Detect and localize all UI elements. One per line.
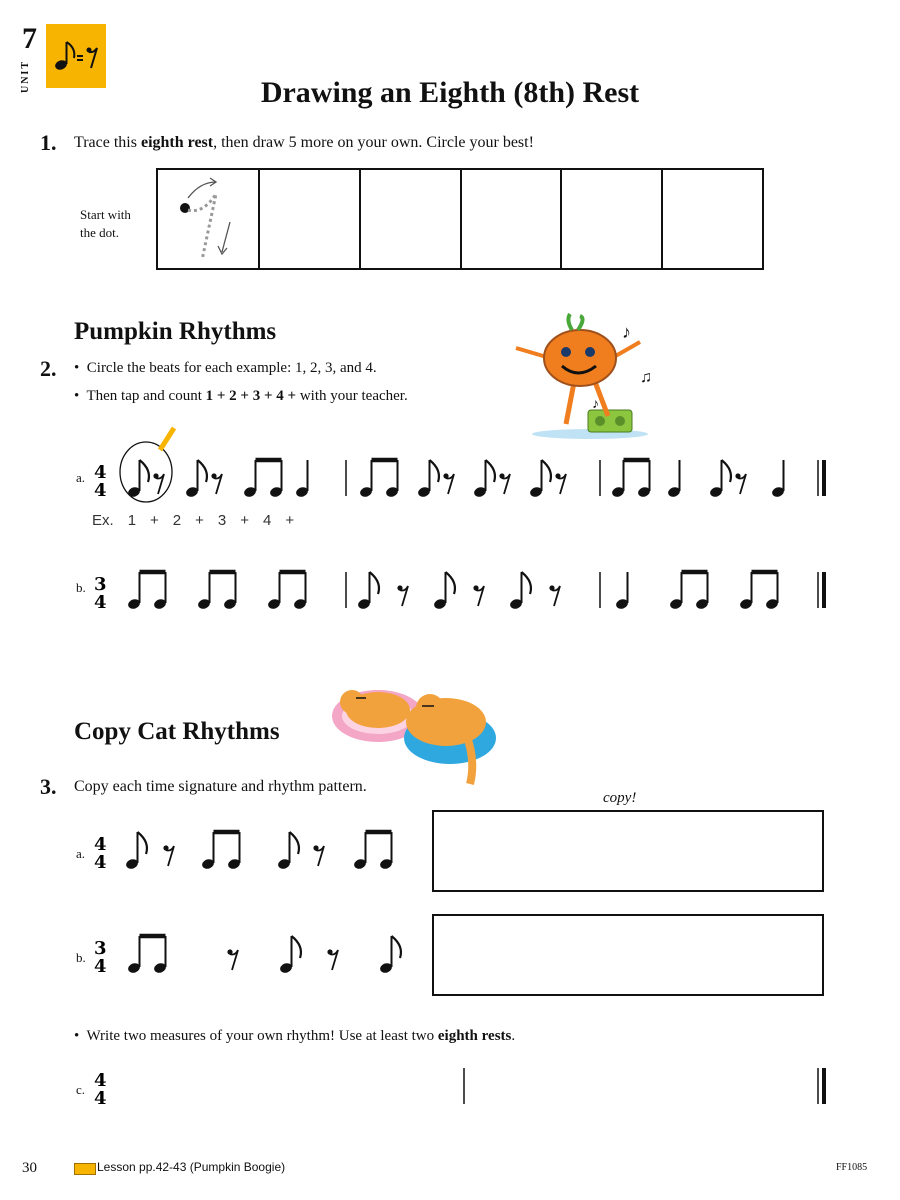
time-signature-bottom: 4: [94, 480, 107, 501]
book-code: FF1085: [836, 1162, 868, 1173]
question-3-bullet: • Write two measures of your own rhythm! Use at least two eighth rests.: [74, 1028, 516, 1044]
example-b-label: b.: [76, 580, 86, 595]
page-number: 30: [22, 1160, 37, 1176]
svg-text:♪: ♪: [592, 397, 599, 412]
page-title: Drawing an Eighth (8th) Rest: [260, 76, 640, 109]
circled-beat: [120, 442, 172, 502]
unit-number: 7: [22, 22, 37, 55]
time-signature-top: 3: [94, 938, 107, 959]
question-2-bullet-1: • Circle the beats for each example: 1, 2, 3, and 4.: [74, 360, 377, 376]
note-flag: [486, 460, 495, 482]
time-signature-bottom: 4: [94, 1088, 107, 1109]
copy-label: copy!: [603, 790, 637, 806]
copy-a-label: a.: [76, 846, 86, 861]
note-flag: [140, 460, 149, 482]
note-flag: [522, 572, 531, 594]
question-3-number: 3.: [40, 774, 57, 799]
note-flag: [292, 936, 301, 958]
note-flag: [198, 460, 207, 482]
time-signature-top: 3: [94, 574, 107, 595]
example-a-label: a.: [76, 470, 86, 485]
note-flag: [430, 460, 439, 482]
time-signature-top: 4: [94, 1070, 107, 1091]
note-flag: [542, 460, 551, 482]
question-2-number: 2.: [40, 356, 57, 381]
unit-word: UNIT: [20, 60, 31, 94]
svg-text:♪: ♪: [622, 322, 631, 342]
note-flag: [138, 832, 147, 854]
note-flag: [370, 572, 379, 594]
copy-cat-rhythms-heading: Copy Cat Rhythms: [74, 718, 280, 745]
copy-b-label: b.: [76, 950, 86, 965]
question-2-bullet-2: • Then tap and count 1 + 2 + 3 + 4 + with your teacher.: [74, 388, 408, 404]
time-signature-bottom: 4: [94, 956, 107, 977]
note-flag: [392, 936, 401, 958]
pumpkin-rhythms-heading: Pumpkin Rhythms: [74, 318, 277, 345]
lesson-reference: Lesson pp.42-43 (Pumpkin Boogie): [97, 1160, 286, 1174]
question-1-number: 1.: [40, 130, 57, 155]
question-1-text: Trace this eighth rest, then draw 5 more on your own. Circle your best!: [74, 134, 534, 151]
note-flag: [290, 832, 299, 854]
pencil-icon: [160, 428, 174, 450]
start-with-dot-label: Start with the dot.: [80, 207, 131, 240]
time-signature-bottom: 4: [94, 852, 107, 873]
svg-text:♫: ♫: [640, 369, 652, 386]
time-signature-bottom: 4: [94, 592, 107, 613]
question-3-text: Copy each time signature and rhythm pattern.: [74, 778, 367, 795]
note-flag: [446, 572, 455, 594]
note-flag: [722, 460, 731, 482]
time-signature-top: 4: [94, 462, 107, 483]
time-signature-top: 4: [94, 834, 107, 855]
own-rhythm-c-label: c.: [76, 1082, 86, 1097]
example-count-row: Ex. 1 + 2 + 3 + 4 +: [92, 512, 295, 529]
